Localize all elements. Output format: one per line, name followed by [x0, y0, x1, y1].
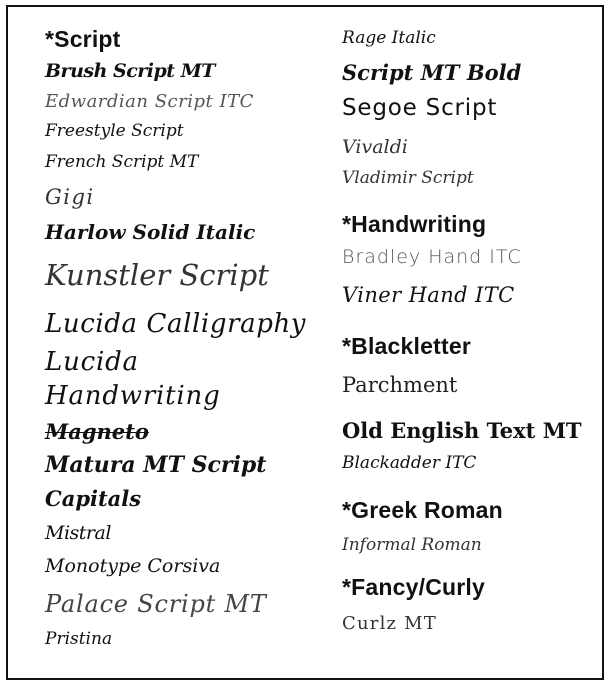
- font-sample-french-script-mt: French Script MT: [45, 152, 199, 172]
- font-sample-pristina: Pristina: [45, 629, 113, 649]
- font-sample-lucida-handwriting-line2: Handwriting: [45, 381, 221, 411]
- font-sample-magneto: Magneto: [45, 419, 149, 444]
- heading-blackletter: *Blackletter: [342, 333, 471, 359]
- font-sample-segoe-script: Segoe Script: [342, 95, 498, 121]
- heading-handwriting: *Handwriting: [342, 211, 487, 237]
- heading-greek-roman: *Greek Roman: [342, 497, 503, 523]
- font-sample-blackadder-itc: Blackadder ITC: [342, 453, 477, 473]
- font-sample-viner-hand-itc: Viner Hand ITC: [342, 283, 515, 307]
- font-sample-harlow-solid-italic: Harlow Solid Italic: [45, 220, 256, 244]
- font-sample-informal-roman: Informal Roman: [342, 535, 482, 555]
- font-sample-matura-mt-script: Matura MT Script: [45, 452, 267, 478]
- font-sample-old-english-text-mt: Old English Text MT: [342, 418, 582, 443]
- font-sample-monotype-corsiva: Monotype Corsiva: [45, 555, 221, 577]
- heading-fancy-curly: *Fancy/Curly: [342, 574, 486, 600]
- font-sample-mistral: Mistral: [45, 522, 111, 544]
- font-sample-frame: [6, 5, 604, 680]
- font-sample-brush-script-mt: Brush Script MT: [45, 60, 215, 82]
- font-sample-bradley-hand-itc: Bradley Hand ITC: [342, 246, 522, 268]
- font-sample-palace-script-mt: Palace Script MT: [45, 590, 267, 618]
- font-sample-rage-italic: Rage Italic: [342, 28, 436, 48]
- font-sample-vivaldi: Vivaldi: [342, 136, 408, 158]
- font-sample-lucida-handwriting-line1: Lucida: [45, 347, 139, 377]
- font-sample-vladimir-script: Vladimir Script: [342, 168, 474, 188]
- font-sample-gigi: Gigi: [45, 185, 95, 209]
- font-sample-lucida-calligraphy: Lucida Calligraphy: [45, 309, 307, 339]
- font-sample-curlz-mt: Curlz MT: [342, 613, 437, 634]
- font-sample-parchment: Parchment: [342, 373, 458, 397]
- font-sample-edwardian-script-itc: Edwardian Script ITC: [45, 91, 254, 112]
- heading-script: *Script: [45, 26, 121, 52]
- font-sample-kunstler-script: Kunstler Script: [45, 258, 269, 292]
- font-sample-freestyle-script: Freestyle Script: [45, 121, 184, 141]
- font-sample-matura-capitals: Capitals: [45, 486, 142, 511]
- font-sample-script-mt-bold: Script MT Bold: [342, 60, 522, 85]
